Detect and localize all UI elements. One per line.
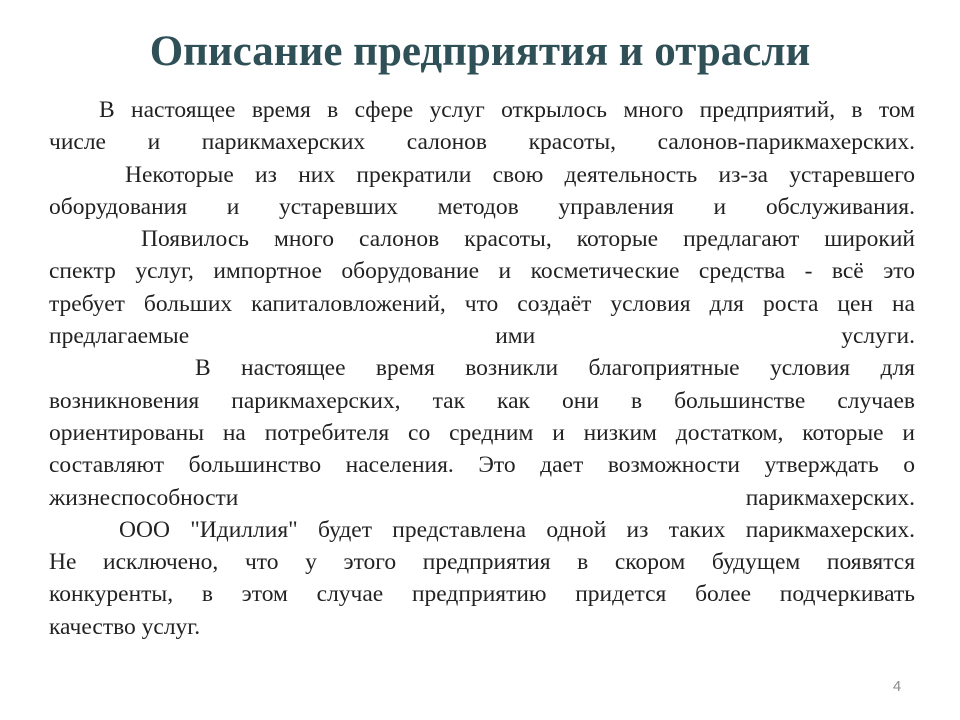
text-line: оборудования и устаревших методов управления и обслуживания. <box>49 193 915 220</box>
text-line: конкуренты, в этом случае предприятию придется более подчеркивать <box>49 581 915 608</box>
text-line: числе и парикмахерских салонов красоты, салонов-парикмахерских. <box>49 129 915 156</box>
text-line: жизнеспособности парикмахерских. <box>49 484 915 511</box>
text-line: Появилось много салонов красоты, которые предлагают широкий <box>141 226 915 253</box>
text-line: возникновения парикмахерских, так как они в большинстве случаев <box>49 387 915 414</box>
text-line: В настоящее время возникли благоприятные условия для <box>195 355 915 382</box>
text-line: требует больших капиталовложений, что создаёт условия для роста цен на <box>49 290 915 317</box>
page-number: 4 <box>892 678 902 695</box>
text-line: Не исключено, что у этого предприятия в скором будущем появятся <box>49 549 915 576</box>
text-line: В настоящее время в сфере услуг открылось много предприятий, в том <box>99 97 915 123</box>
text-line: составляют большинство населения. Это дает возможности утверждать о <box>49 452 915 479</box>
text-line: качество услуг. <box>49 613 201 640</box>
text-line: Некоторые из них прекратили свою деятельность из-за устаревшего <box>125 161 915 188</box>
text-line: спектр услуг, импортное оборудование и косметические средства - всё это <box>49 258 915 285</box>
text-line: ООО "Идиллия" будет представлена одной из таких парикмахерских. <box>119 516 915 543</box>
text-line: предлагаемые ими услуги. <box>49 323 915 350</box>
text-line: ориентированы на потребителя со средним и низким достатком, которые и <box>49 419 915 446</box>
slide-body-text <box>49 94 915 643</box>
slide-title: Описание предприятия и отрасли <box>149 28 811 75</box>
